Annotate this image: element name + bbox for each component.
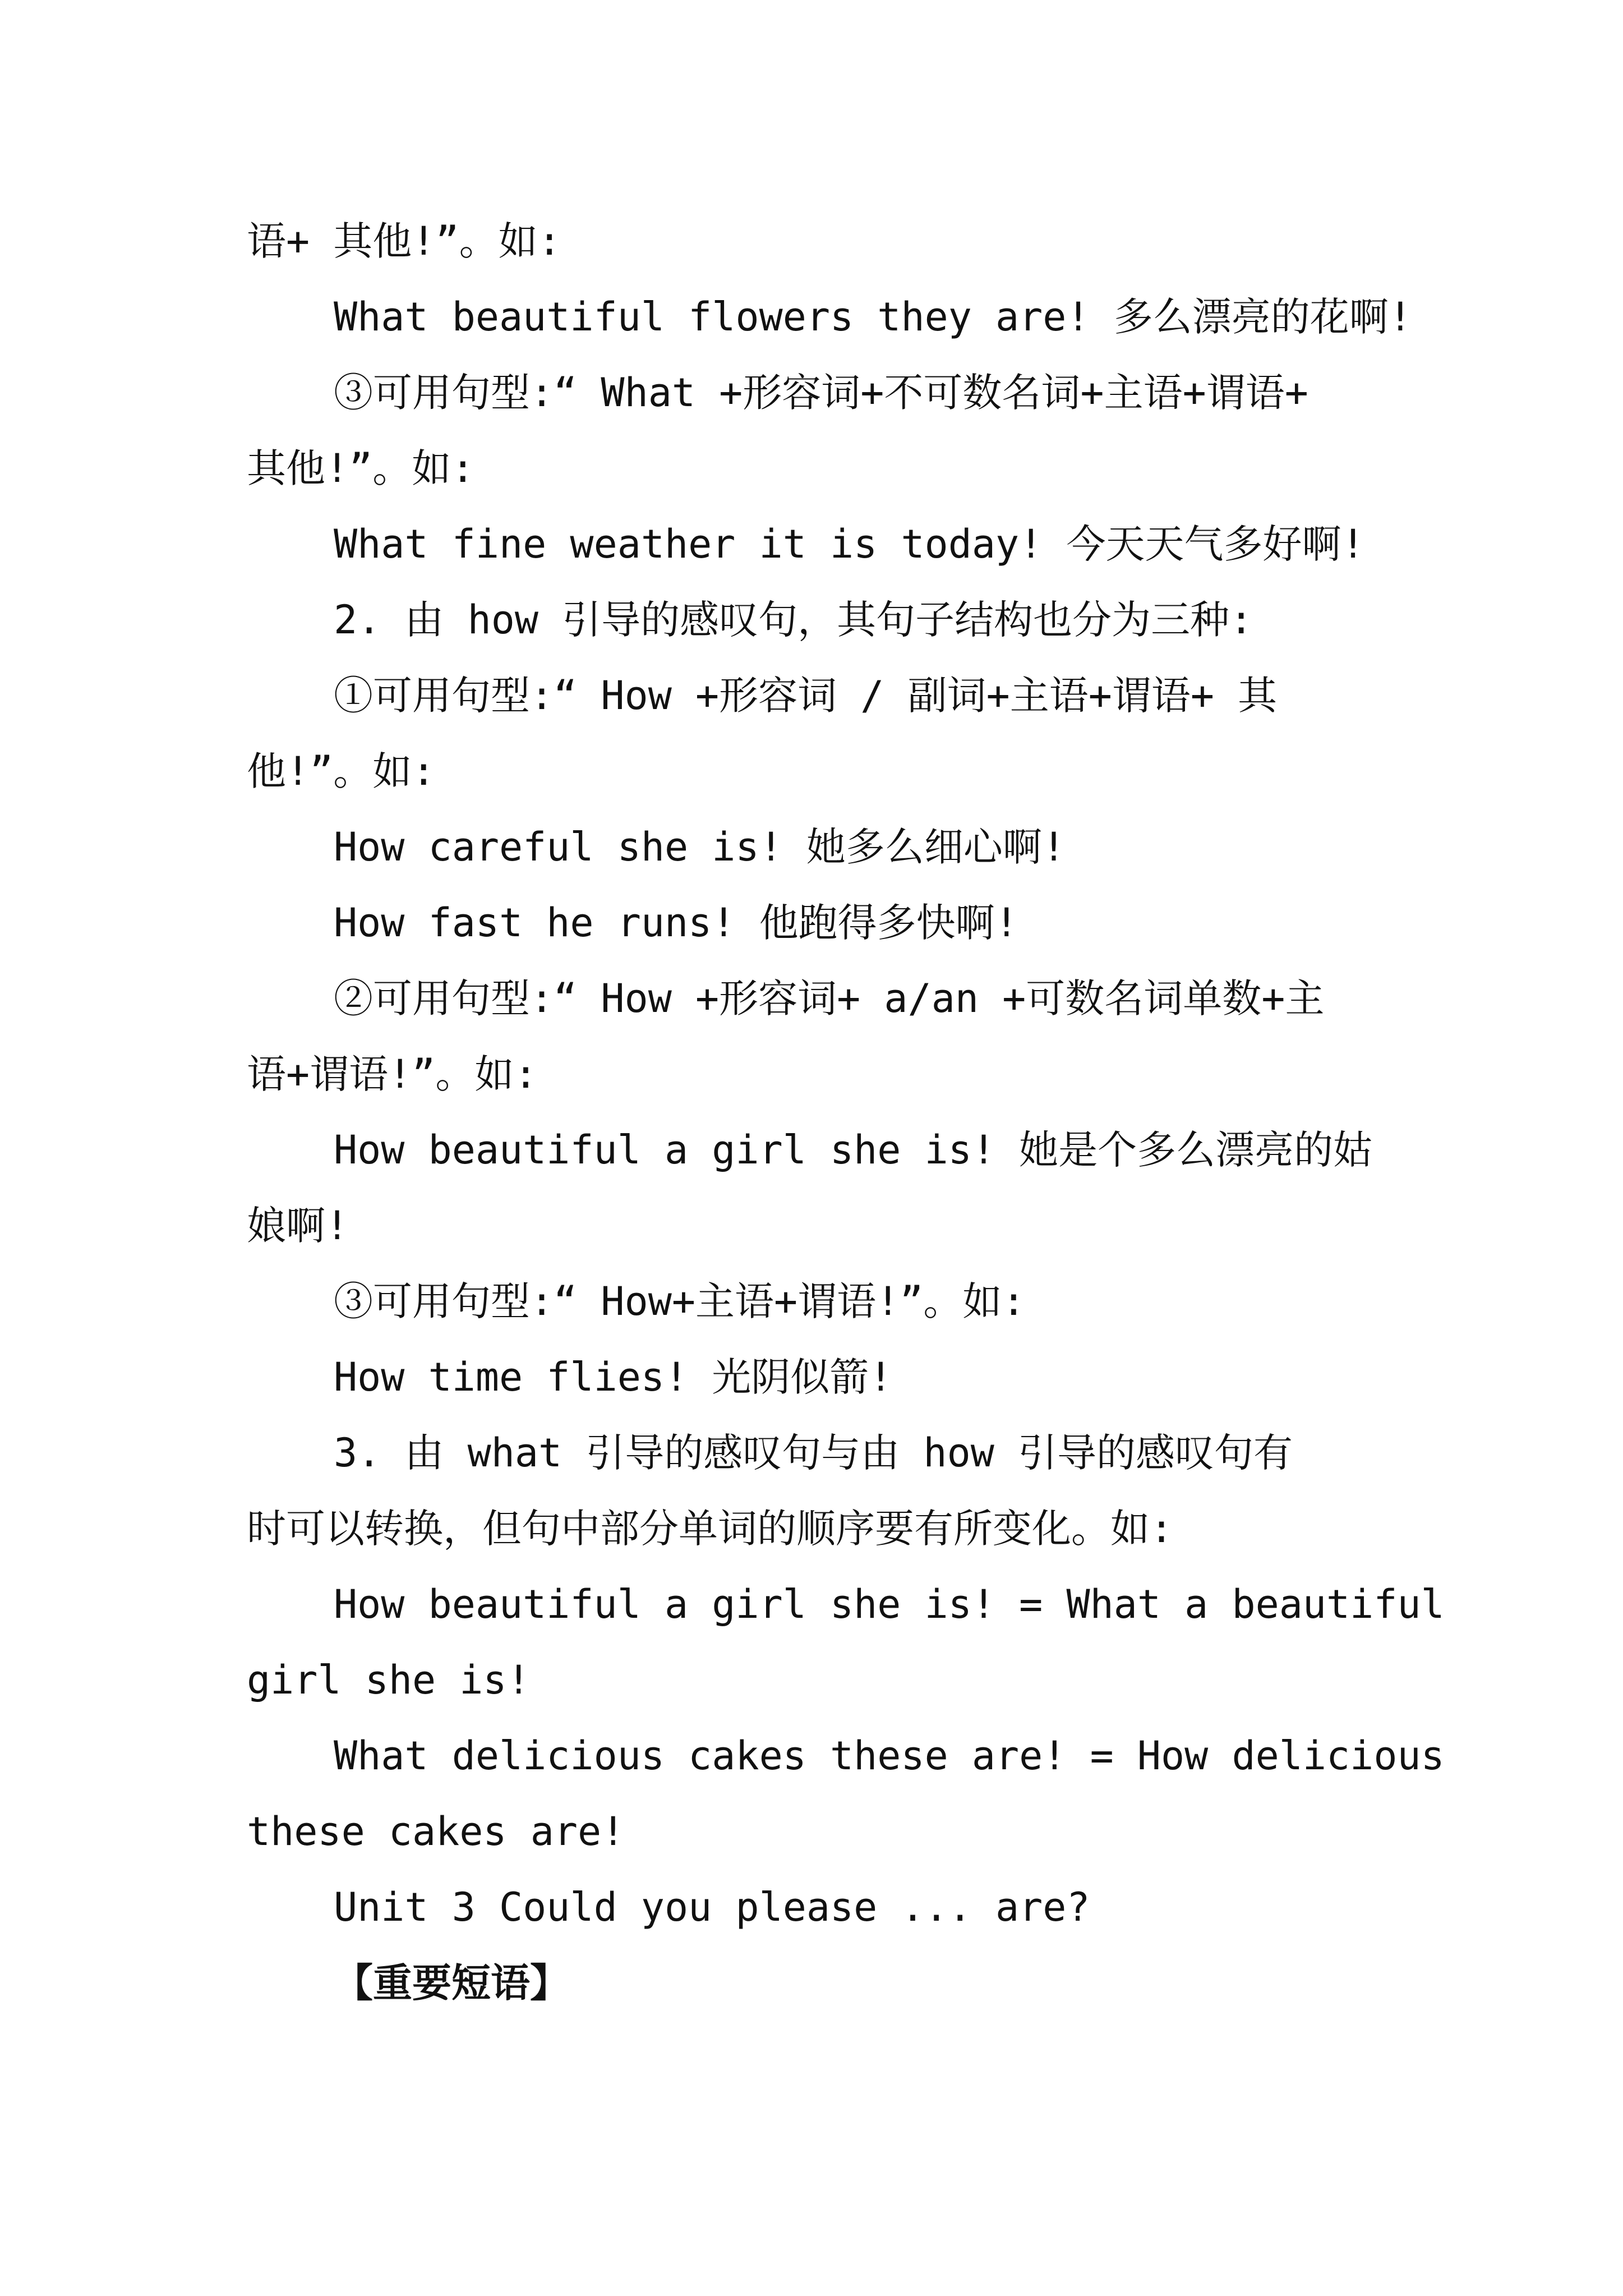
example-sentence: How time flies! 光阴似箭!	[334, 1354, 893, 1400]
text-line: 语+ 其他!”。如:	[247, 218, 561, 264]
example-sentence: How beautiful a girl she is! 她是个多么漂亮的姑	[334, 1127, 1373, 1173]
section-heading: 【重要短语】	[334, 1960, 569, 2006]
example-sentence: How careful she is! 她多么细心啊!	[334, 824, 1066, 870]
sentence-pattern: ②可用句型:“ How +形容词+ a/an +可数名词单数+主	[334, 976, 1325, 1022]
text-line: 时可以转换，但句中部分单词的顺序要有所变化。如:	[247, 1506, 1174, 1552]
text-line: 他!”。如:	[247, 748, 436, 794]
text-line: these cakes are!	[247, 1809, 625, 1855]
text-line: 娘啊!	[247, 1203, 349, 1249]
example-sentence: What fine weather it is today! 今天天气多好啊!	[334, 521, 1365, 567]
example-sentence: How fast he runs! 他跑得多快啊!	[334, 900, 1018, 946]
example-sentence: What delicious cakes these are! = How delicious	[334, 1733, 1445, 1779]
text-line: girl she is!	[247, 1657, 531, 1703]
text-line: 语+谓语!”。如:	[247, 1051, 538, 1097]
text-line: 其他!”。如:	[247, 445, 475, 491]
sentence-pattern: ①可用句型:“ How +形容词 / 副词+主语+谓语+ 其	[334, 673, 1278, 719]
section-point: 2. 由 how 引导的感叹句，其句子结构也分为三种:	[334, 597, 1253, 643]
unit-title: Unit 3 Could you please ... are?	[334, 1884, 1090, 1930]
sentence-pattern: ③可用句型:“ What +形容词+不可数名词+主语+谓语+	[334, 370, 1308, 416]
section-point: 3. 由 what 引导的感叹句与由 how 引导的感叹句有	[334, 1430, 1293, 1476]
example-sentence: How beautiful a girl she is! = What a beautiful	[334, 1581, 1445, 1627]
example-sentence: What beautiful flowers they are! 多么漂亮的花啊!	[334, 294, 1412, 340]
sentence-pattern: ③可用句型:“ How+主语+谓语!”。如:	[334, 1278, 1026, 1324]
